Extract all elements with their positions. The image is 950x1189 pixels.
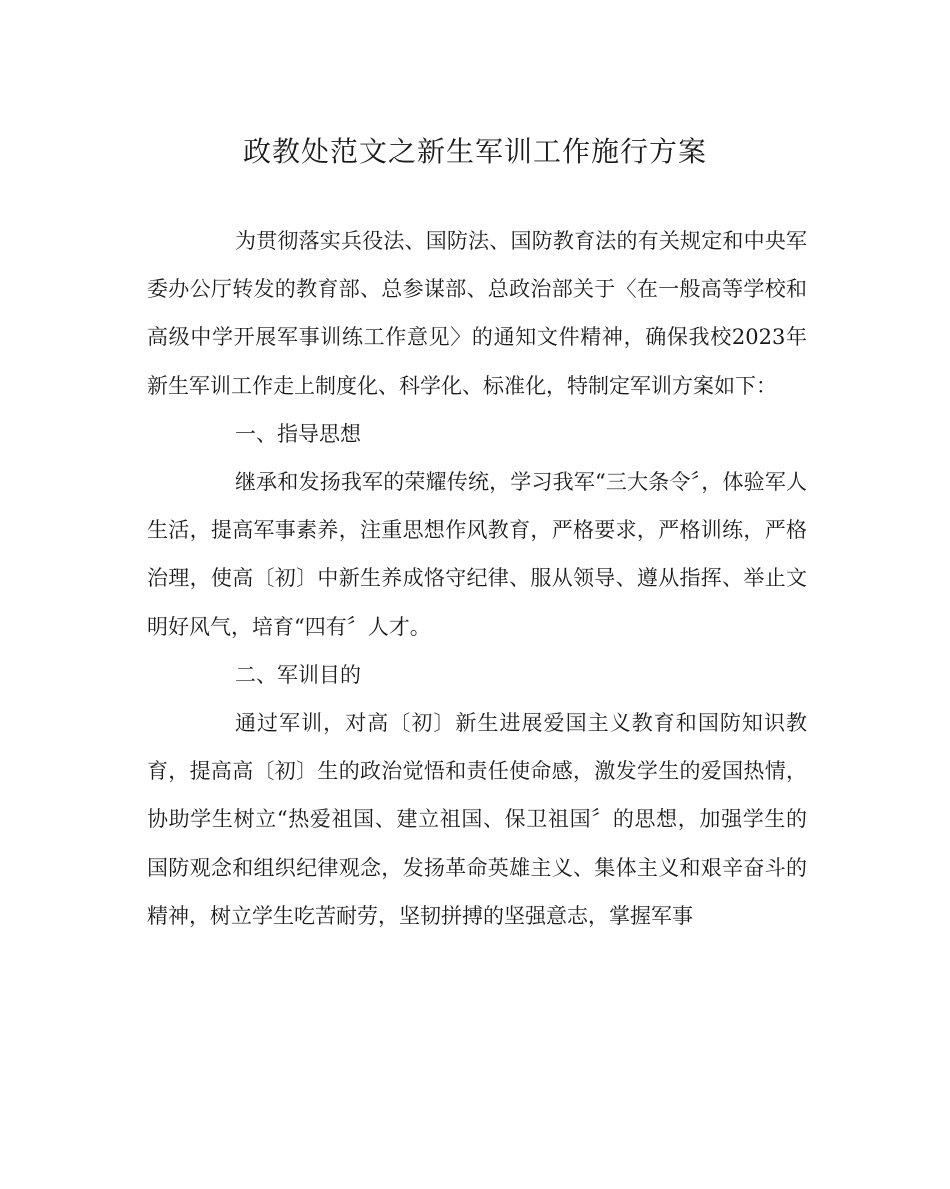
guiding-ideology-paragraph: 继承和发扬我军的荣耀传统，学习我军“三大条令〞，体验军人生活，提高军事素养，注重思想作风教育，严格要求，严格训练，严格治理，使高〔初〕中新生养成恪守纪律、服从领导、遵从指挥、举止文明好风气，培育“四有〞人才。 bbox=[147, 470, 807, 639]
intro-paragraph: 为贯彻落实兵役法、国防法、国防教育法的有关规定和中央军委办公厅转发的教育部、总参谋部、总政治部关于〈在一般高等学校和高级中学开展军事训练工作意见〉的通知文件精神，确保我校2023年新生军训工作走上制度化、科学化、标准化，特制定军训方案如下： bbox=[147, 229, 807, 398]
section-heading-guiding-ideology: 一、指导思想 bbox=[235, 421, 361, 446]
training-purpose-paragraph: 通过军训，对高〔初〕新生进展爱国主义教育和国防知识教育，提高高〔初〕生的政治觉悟和责任使命感，激发学生的爱国热情，协助学生树立“热爱祖国、建立祖国、保卫祖国〞的思想，加强学生的国防观念和组织纪律观念，发扬革命英雄主义、集体主义和艰辛奋斗的精神，树立学生吃苦耐劳，坚韧拼搏的坚强意志，掌握军事 bbox=[147, 711, 807, 928]
section-heading-training-purpose: 二、军训目的 bbox=[235, 662, 361, 687]
document-body bbox=[147, 217, 807, 940]
document-title: 政教处范文之新生军训工作施行方案 bbox=[242, 135, 707, 168]
